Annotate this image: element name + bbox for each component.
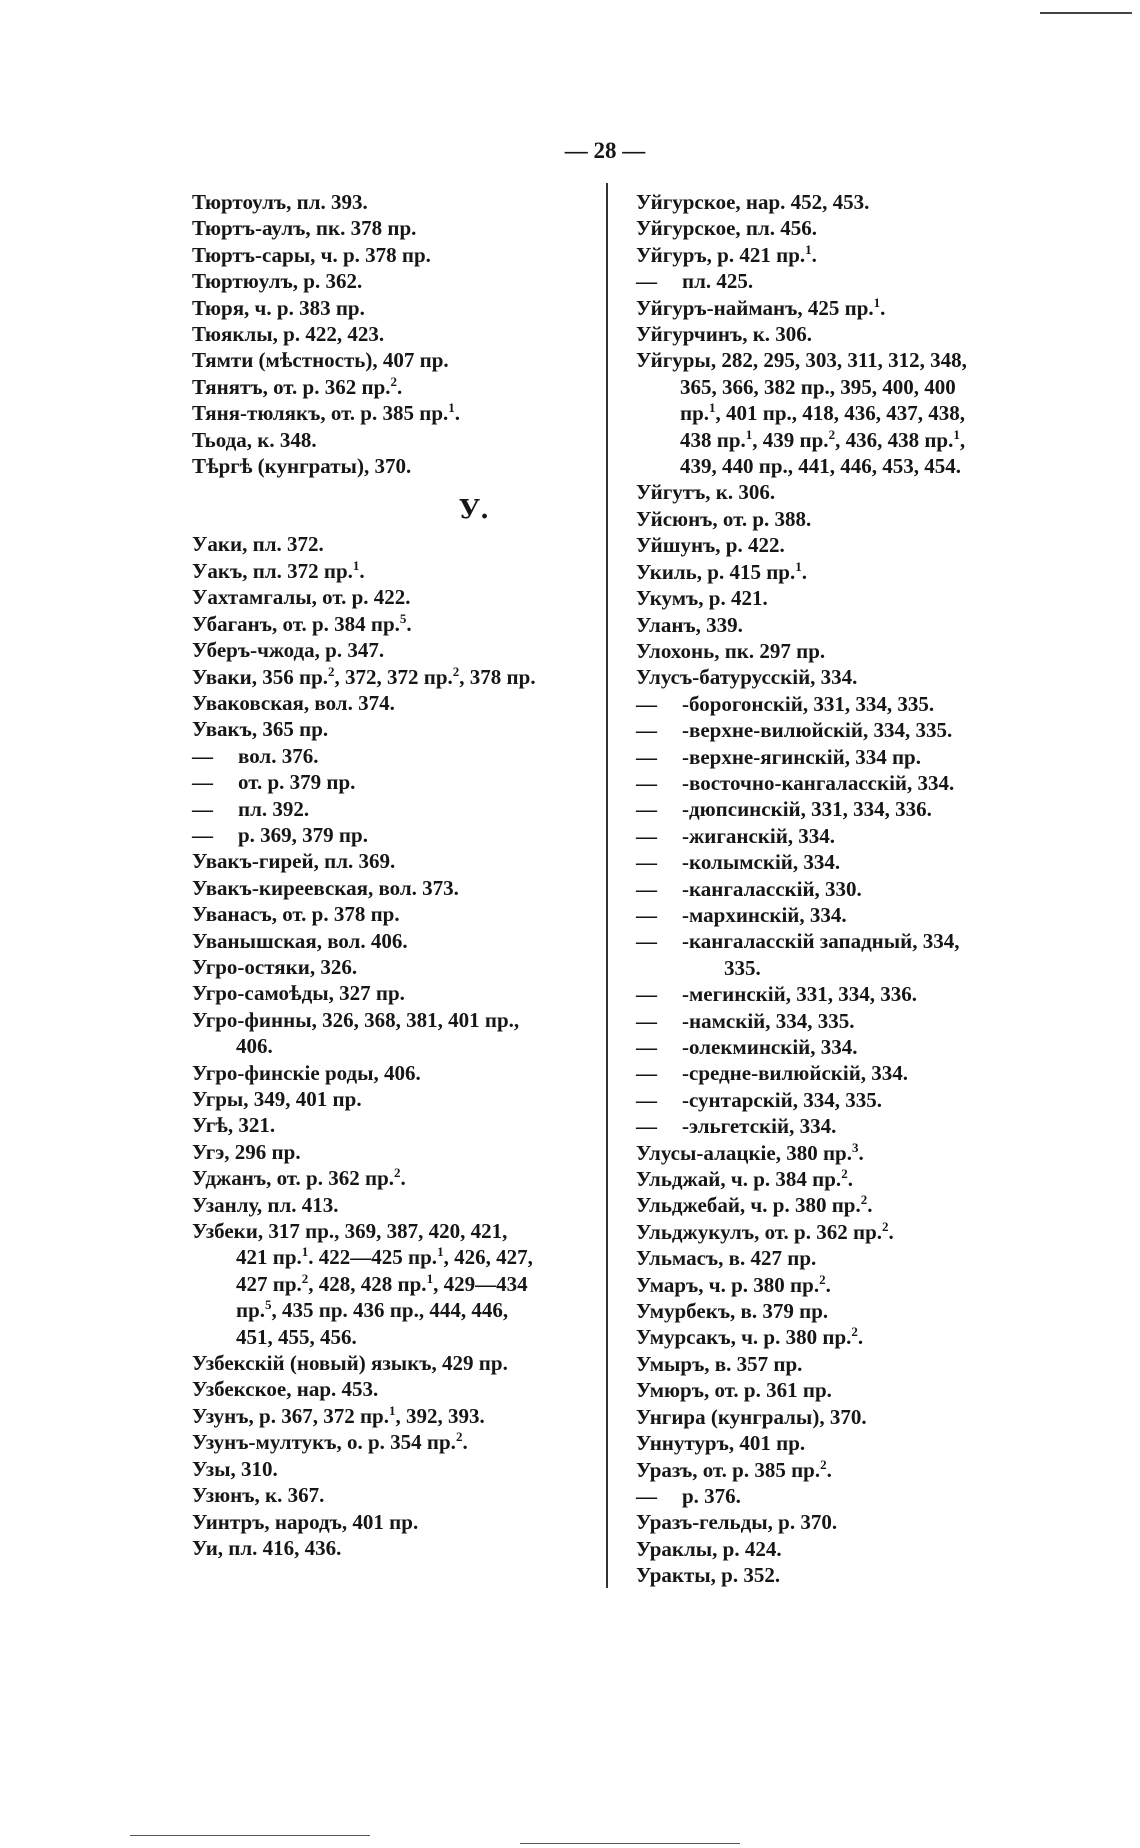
- entry-text: Уджанъ, от. р. 362 пр.: [192, 1166, 395, 1191]
- entry-text: Ульджукулъ, от. р. 362 пр.: [636, 1219, 883, 1244]
- index-entry: [192, 1429, 602, 1455]
- entry-text: 439, 440 пр., 441, 446, 453, 454.: [680, 454, 962, 479]
- entry-text: Уйгуръ, р. 421 пр.: [636, 242, 806, 267]
- ditto-dash: —: [636, 744, 657, 769]
- entry-text: Улусы-алацкіе, 380 пр.: [636, 1140, 852, 1165]
- index-entry: [192, 1112, 602, 1138]
- entry-text: -намскій, 334, 335.: [682, 1008, 855, 1033]
- entry-text-tail: , 426, 427,: [443, 1245, 533, 1270]
- index-entry: [192, 1165, 602, 1191]
- index-entry: [192, 1482, 602, 1508]
- entry-text: Узунъ-мултукъ, о. р. 354 пр.: [192, 1430, 456, 1455]
- index-entry: [192, 690, 602, 716]
- entry-text: Узбекскій (новый) языкъ, 429 пр.: [192, 1351, 508, 1376]
- index-entry: [192, 584, 602, 610]
- index-entry: [192, 1509, 602, 1535]
- entry-text: Уйгутъ, к. 306.: [636, 480, 776, 505]
- index-entry: [192, 1376, 602, 1402]
- index-entry-continuation: [636, 374, 1036, 400]
- entry-text: Улохонь, пк. 297 пр.: [636, 638, 826, 663]
- index-entry-continuation: [192, 1271, 602, 1297]
- ditto-dash: —: [636, 1061, 657, 1086]
- entry-text: пл. 425.: [682, 269, 754, 294]
- index-entry: [192, 1086, 602, 1112]
- index-entry: [636, 1483, 1036, 1509]
- entry-text: Узюнъ, к. 367.: [192, 1483, 325, 1508]
- entry-text: Уйгуры, 282, 295, 303, 311, 312, 348,: [636, 348, 967, 373]
- entry-text: пр.: [236, 1298, 266, 1323]
- index-entry: [192, 822, 602, 848]
- index-entry: [192, 796, 602, 822]
- index-column-right: [636, 189, 1036, 1589]
- ditto-dash: —: [636, 929, 657, 954]
- column-divider: [606, 183, 608, 1588]
- index-entry: [192, 215, 602, 241]
- footnote-superscript: 2: [851, 1324, 858, 1340]
- entry-text: -олекминскій, 334.: [682, 1035, 858, 1059]
- index-entry: [636, 1060, 1036, 1086]
- ditto-dash: —: [192, 822, 213, 847]
- index-entry: [192, 427, 602, 453]
- footnote-superscript: 2: [828, 426, 836, 442]
- entry-text-tail: .: [359, 558, 365, 583]
- entry-text-tail: .: [801, 559, 807, 584]
- index-entry: [636, 1219, 1036, 1245]
- index-entry: [636, 1324, 1036, 1350]
- index-entry: [192, 637, 602, 663]
- footnote-superscript: 2: [328, 663, 335, 679]
- entry-text: Уйсюнъ, от. р. 388.: [636, 506, 812, 531]
- entry-text: Уванасъ, от. р. 378 пр.: [192, 902, 400, 927]
- index-entry: [636, 347, 1036, 373]
- entry-text-tail: .: [825, 1272, 831, 1297]
- page-number: — 28 —: [564, 138, 646, 163]
- index-entry: [636, 506, 1036, 532]
- ditto-dash: —: [636, 770, 657, 795]
- entry-text: Увакъ-киреевская, вол. 373.: [192, 875, 459, 900]
- entry-text: Узбекское, нар. 453.: [192, 1377, 379, 1402]
- index-entry-continuation: [636, 427, 1036, 453]
- index-entry: [636, 1008, 1036, 1034]
- entry-text: Уйгурское, пл. 456.: [636, 216, 818, 241]
- ditto-dash: —: [636, 982, 657, 1007]
- entry-text: Угро-самоѣды, 327 пр.: [192, 981, 405, 1006]
- index-entry: [636, 717, 1036, 743]
- entry-text-tail: , 435 пр. 436 пр., 444, 446,: [271, 1298, 509, 1323]
- entry-text: -верхне-ягинскій, 334 пр.: [682, 744, 921, 769]
- entry-text: Тюяклы, р. 422, 423.: [192, 322, 385, 347]
- index-entry: [192, 268, 602, 294]
- entry-text: Тюртъ-сары, ч. р. 378 пр.: [192, 242, 431, 267]
- footnote-superscript: 1: [301, 1244, 309, 1260]
- entry-text: Узунъ, р. 367, 372 пр.: [192, 1403, 389, 1428]
- index-entry: [192, 453, 602, 479]
- entry-text: Увакъ-гирей, пл. 369.: [192, 849, 396, 874]
- index-entry: [192, 1350, 602, 1376]
- index-entry: [192, 769, 602, 795]
- entry-text-tail: .: [462, 1430, 468, 1455]
- entry-text: Убаганъ, от. р. 384 пр.: [192, 611, 400, 636]
- footnote-superscript: 2: [820, 1456, 827, 1472]
- index-entry: [636, 796, 1036, 822]
- index-entry: [192, 242, 602, 268]
- index-entry: [192, 1218, 602, 1244]
- entry-text-tail: .: [880, 295, 886, 320]
- ditto-dash: —: [636, 1035, 657, 1059]
- index-entry: [192, 347, 602, 373]
- entry-text: Умурбекъ, в. 379 пр.: [636, 1299, 829, 1324]
- entry-text-tail: , 428, 428 пр.: [308, 1271, 427, 1296]
- entry-text-tail: .: [867, 1193, 873, 1218]
- entry-text: Тѣргѣ (кунграты), 370.: [192, 454, 412, 479]
- index-entry: [192, 374, 602, 400]
- entry-text: р. 369, 379 пр.: [238, 822, 368, 847]
- entry-text: Уваковская, вол. 374.: [192, 690, 395, 715]
- index-entry: [192, 901, 602, 927]
- entry-text-tail: .: [858, 1140, 864, 1165]
- entry-text: Тьода, к. 348.: [192, 427, 317, 452]
- bottom-right-rule: [520, 1843, 740, 1844]
- entry-text: Уннутуръ, 401 пр.: [636, 1431, 806, 1456]
- entry-text: Ульджай, ч. р. 384 пр.: [636, 1167, 842, 1192]
- footnote-superscript: 1: [352, 557, 360, 573]
- entry-text-tail: .: [857, 1325, 864, 1350]
- index-entry: [636, 1192, 1036, 1218]
- entry-text: Улусъ-батурусскій, 334.: [636, 665, 858, 690]
- entry-text: -сунтарскій, 334, 335.: [682, 1087, 882, 1112]
- index-entry: [636, 1034, 1036, 1060]
- entry-text: -дюпсинскій, 331, 334, 336.: [682, 797, 932, 822]
- index-entry: [636, 1140, 1036, 1166]
- section-letter-heading: У.: [458, 495, 490, 526]
- entry-text: -мегинскій, 331, 334, 336.: [682, 982, 917, 1007]
- entry-text: 427 пр.: [236, 1271, 302, 1296]
- footnote-superscript: 1: [389, 1402, 396, 1418]
- index-entry-continuation: [636, 955, 1036, 981]
- index-entry: [636, 849, 1036, 875]
- index-entry: [636, 1377, 1036, 1403]
- index-entry-continuation: [192, 1297, 602, 1323]
- footnote-superscript: 2: [455, 1429, 463, 1445]
- entry-text: Умаръ, ч. р. 380 пр.: [636, 1272, 820, 1297]
- entry-text: Уйгурское, нар. 452, 453.: [636, 190, 870, 214]
- ditto-dash: —: [636, 902, 657, 927]
- index-entry: [192, 1403, 602, 1429]
- entry-text: Узы, 310.: [192, 1456, 278, 1481]
- entry-text-tail: , 392, 393.: [395, 1403, 485, 1428]
- entry-text: пл. 392.: [238, 796, 310, 821]
- entry-text-tail: .: [888, 1219, 894, 1244]
- index-entry: [636, 479, 1036, 505]
- entry-text: -мархинскій, 334.: [682, 902, 847, 927]
- index-entry: [192, 848, 602, 874]
- entry-text-tail: , 378 пр.: [459, 664, 536, 689]
- entry-text: Ульмасъ, в. 427 пр.: [636, 1246, 817, 1271]
- footnote-superscript: 2: [390, 373, 398, 389]
- index-entry: [636, 1087, 1036, 1113]
- entry-text-tail: .: [847, 1167, 853, 1192]
- index-entry: [192, 980, 602, 1006]
- index-entry: [636, 823, 1036, 849]
- index-entry: [192, 295, 602, 321]
- index-entry: [192, 1192, 602, 1218]
- entry-text: -борогонскій, 331, 334, 335.: [682, 691, 935, 716]
- index-entry: [192, 611, 602, 637]
- index-entry: [636, 876, 1036, 902]
- entry-text: Уваки, 356 пр.: [192, 664, 329, 689]
- footnote-superscript: 5: [399, 610, 407, 626]
- footnote-superscript: 2: [860, 1192, 868, 1208]
- index-entry: [192, 1060, 602, 1086]
- entry-text-tail: .: [811, 242, 817, 267]
- index-entry: [192, 1007, 602, 1033]
- footnote-superscript: 1: [448, 400, 455, 416]
- index-entry-continuation: [636, 453, 1036, 479]
- entry-text: -верхне-вилюйскій, 334, 335.: [682, 718, 953, 743]
- index-entry: [636, 902, 1036, 928]
- entry-text: Угро-финскіе роды, 406.: [192, 1060, 421, 1085]
- ditto-dash: —: [192, 770, 213, 795]
- index-entry: [636, 189, 1036, 215]
- entry-text: Тянятъ, от. р. 362 пр.: [192, 374, 391, 399]
- ditto-dash: —: [636, 1483, 657, 1508]
- entry-text: Угро-остяки, 326.: [192, 954, 358, 979]
- index-entry: [636, 1536, 1036, 1562]
- entry-text: от. р. 379 пр.: [238, 770, 356, 795]
- entry-text: Уаки, пл. 372.: [192, 532, 324, 557]
- index-entry: [636, 321, 1036, 347]
- index-entry: [192, 1535, 602, 1561]
- index-entry: [636, 612, 1036, 638]
- entry-text: Уахтамгалы, от. р. 422.: [192, 585, 411, 610]
- entry-text: Уразъ, от. р. 385 пр.: [636, 1457, 821, 1482]
- entry-text: Увакъ, 365 пр.: [192, 717, 329, 742]
- footnote-superscript: 1: [805, 241, 812, 257]
- index-entry: [636, 744, 1036, 770]
- entry-text: Тюртъ-аулъ, пк. 378 пр.: [192, 216, 417, 241]
- index-entry: [192, 558, 602, 584]
- index-entry: [192, 875, 602, 901]
- entry-text: -средне-вилюйскій, 334.: [682, 1061, 909, 1086]
- entry-text-tail: .: [400, 1166, 406, 1191]
- entry-text: Уйгурчинъ, к. 306.: [636, 322, 813, 347]
- entry-text: Ульджебай, ч. р. 380 пр.: [636, 1193, 861, 1218]
- ditto-dash: —: [636, 691, 657, 716]
- index-entry: [636, 1430, 1036, 1456]
- entry-text: 335.: [724, 955, 761, 980]
- footnote-superscript: 1: [709, 400, 716, 416]
- index-entry-continuation: [636, 400, 1036, 426]
- index-entry: [192, 189, 602, 215]
- entry-text: Тюря, ч. р. 383 пр.: [192, 295, 365, 320]
- ditto-dash: —: [636, 823, 657, 848]
- index-entry: [636, 1509, 1036, 1535]
- entry-text: -кангаласскій, 330.: [682, 876, 862, 901]
- entry-text: Уйшунъ, р. 422.: [636, 533, 785, 558]
- ditto-dash: —: [636, 269, 657, 294]
- entry-text-tail: , 372, 372 пр.: [334, 664, 453, 689]
- entry-text: Уакъ, пл. 372 пр.: [192, 558, 353, 583]
- entry-text: Умюръ, от. р. 361 пр.: [636, 1378, 832, 1403]
- entry-text: Унгира (кунгралы), 370.: [636, 1404, 867, 1429]
- index-entry: [636, 691, 1036, 717]
- index-column-left: [192, 189, 602, 1561]
- footnote-superscript: 1: [745, 426, 753, 442]
- top-right-rule: [1040, 12, 1132, 14]
- index-entry: [192, 664, 602, 690]
- entry-text: Укиль, р. 415 пр.: [636, 559, 796, 584]
- footnote-superscript: 3: [852, 1139, 859, 1155]
- entry-text: Уи, пл. 416, 436.: [192, 1535, 342, 1560]
- entry-text-tail: ,: [959, 427, 966, 452]
- entry-text: 438 пр.: [680, 427, 746, 452]
- entry-text-tail: , 439 пр.: [752, 427, 829, 452]
- entry-text: 451, 455, 456.: [236, 1324, 357, 1349]
- footnote-superscript: 1: [873, 294, 881, 310]
- footnote-superscript: 1: [437, 1244, 444, 1260]
- index-entry-continuation: [192, 1324, 602, 1350]
- entry-text: Умурсакъ, ч. р. 380 пр.: [636, 1325, 852, 1350]
- index-entry: [636, 928, 1036, 954]
- footnote-superscript: 2: [394, 1165, 401, 1181]
- footnote-superscript: 2: [882, 1218, 889, 1234]
- entry-text: Угэ, 296 пр.: [192, 1139, 301, 1164]
- index-entry: [636, 981, 1036, 1007]
- ditto-dash: —: [636, 1114, 657, 1139]
- index-entry: [636, 559, 1036, 585]
- entry-text: Ураклы, р. 424.: [636, 1536, 782, 1561]
- bottom-left-rule: [130, 1835, 370, 1836]
- index-entry: [192, 321, 602, 347]
- entry-text-tail: .: [397, 374, 403, 399]
- entry-text: 421 пр.: [236, 1245, 302, 1270]
- entry-text: Укумъ, р. 421.: [636, 586, 768, 611]
- ditto-dash: —: [192, 796, 213, 821]
- index-entry: [636, 295, 1036, 321]
- index-entry: [636, 242, 1036, 268]
- index-entry: [636, 1351, 1036, 1377]
- entry-text: Уберъ-чжода, р. 347.: [192, 638, 385, 663]
- entry-text: Тяня-тюлякъ, от. р. 385 пр.: [192, 401, 449, 426]
- index-entry: [192, 400, 602, 426]
- ditto-dash: —: [636, 1087, 657, 1112]
- entry-text: Умыръ, в. 357 пр.: [636, 1351, 803, 1376]
- entry-text: пр.: [680, 401, 710, 426]
- index-entry: [192, 716, 602, 742]
- index-entry: [636, 1562, 1036, 1588]
- entry-text: Тюртоулъ, пл. 393.: [192, 190, 368, 214]
- footnote-superscript: 5: [265, 1297, 272, 1313]
- ditto-dash: —: [636, 876, 657, 901]
- entry-text: -восточно-кангаласскій, 334.: [682, 770, 955, 795]
- index-entry: [636, 1245, 1036, 1271]
- entry-text: Угѣ, 321.: [192, 1113, 276, 1138]
- entry-text: 365, 366, 382 пр., 395, 400, 400: [680, 374, 956, 399]
- entry-text: Уразъ-гельды, р. 370.: [636, 1510, 838, 1535]
- entry-text-tail: .: [826, 1457, 832, 1482]
- index-entry: [636, 268, 1036, 294]
- entry-text-tail: , 401 пр., 418, 436, 437, 438,: [715, 401, 966, 426]
- index-entry: [192, 1139, 602, 1165]
- entry-text: -колымскій, 334.: [682, 850, 841, 875]
- index-entry-continuation: [192, 1033, 602, 1059]
- index-entry: [636, 1404, 1036, 1430]
- footnote-superscript: 1: [795, 558, 802, 574]
- entry-text-tail: , 436, 438 пр.: [835, 427, 954, 452]
- entry-text: вол. 376.: [238, 743, 319, 768]
- entry-text: -кангаласскій западный, 334,: [682, 929, 960, 954]
- index-entry: [192, 531, 602, 557]
- entry-text: Тямти (мѣстность), 407 пр.: [192, 348, 449, 373]
- index-entry: [636, 532, 1036, 558]
- entry-text: Уйгуръ-найманъ, 425 пр.: [636, 295, 874, 320]
- index-entry: [636, 770, 1036, 796]
- ditto-dash: —: [636, 850, 657, 875]
- footnote-superscript: 2: [819, 1271, 826, 1287]
- footnote-superscript: 2: [452, 663, 460, 679]
- entry-text: -жиганскій, 334.: [682, 823, 836, 848]
- footnote-superscript: 2: [841, 1166, 848, 1182]
- entry-text: Тюртюулъ, р. 362.: [192, 269, 363, 294]
- index-entry: [192, 743, 602, 769]
- footnote-superscript: 1: [953, 426, 960, 442]
- index-entry: [636, 1298, 1036, 1324]
- index-entry: [192, 928, 602, 954]
- index-entry: [192, 954, 602, 980]
- index-entry: [636, 1166, 1036, 1192]
- entry-text: -эльгетскій, 334.: [682, 1114, 837, 1139]
- entry-text: 406.: [236, 1034, 273, 1059]
- entry-text: Уланъ, 339.: [636, 612, 743, 637]
- footnote-superscript: 2: [301, 1270, 309, 1286]
- entry-text: Уинтръ, народъ, 401 пр.: [192, 1509, 419, 1534]
- index-entry: [636, 585, 1036, 611]
- index-entry: [636, 664, 1036, 690]
- entry-text: Узанлу, пл. 413.: [192, 1192, 339, 1217]
- entry-text-tail: . 422—425 пр.: [308, 1245, 438, 1270]
- index-entry: [636, 1113, 1036, 1139]
- ditto-dash: —: [192, 743, 213, 768]
- index-entry: [636, 638, 1036, 664]
- entry-text-tail: .: [454, 401, 461, 426]
- entry-text-tail: , 429—434: [433, 1271, 528, 1296]
- footnote-superscript: 1: [426, 1270, 434, 1286]
- entry-text: р. 376.: [682, 1483, 741, 1508]
- ditto-dash: —: [636, 718, 657, 743]
- entry-text: Узбеки, 317 пр., 369, 387, 420, 421,: [192, 1219, 508, 1244]
- entry-text: Уракты, р. 352.: [636, 1563, 781, 1588]
- index-entry-continuation: [192, 1244, 602, 1270]
- index-entry: [636, 1457, 1036, 1483]
- ditto-dash: —: [636, 1008, 657, 1033]
- ditto-dash: —: [636, 797, 657, 822]
- entry-text: Угры, 349, 401 пр.: [192, 1087, 362, 1111]
- index-entry: [192, 1456, 602, 1482]
- index-entry: [636, 215, 1036, 241]
- entry-text: Уванышская, вол. 406.: [192, 928, 408, 953]
- entry-text-tail: .: [406, 611, 412, 636]
- entry-text: Угро-финны, 326, 368, 381, 401 пр.,: [192, 1007, 520, 1032]
- index-entry: [636, 1272, 1036, 1298]
